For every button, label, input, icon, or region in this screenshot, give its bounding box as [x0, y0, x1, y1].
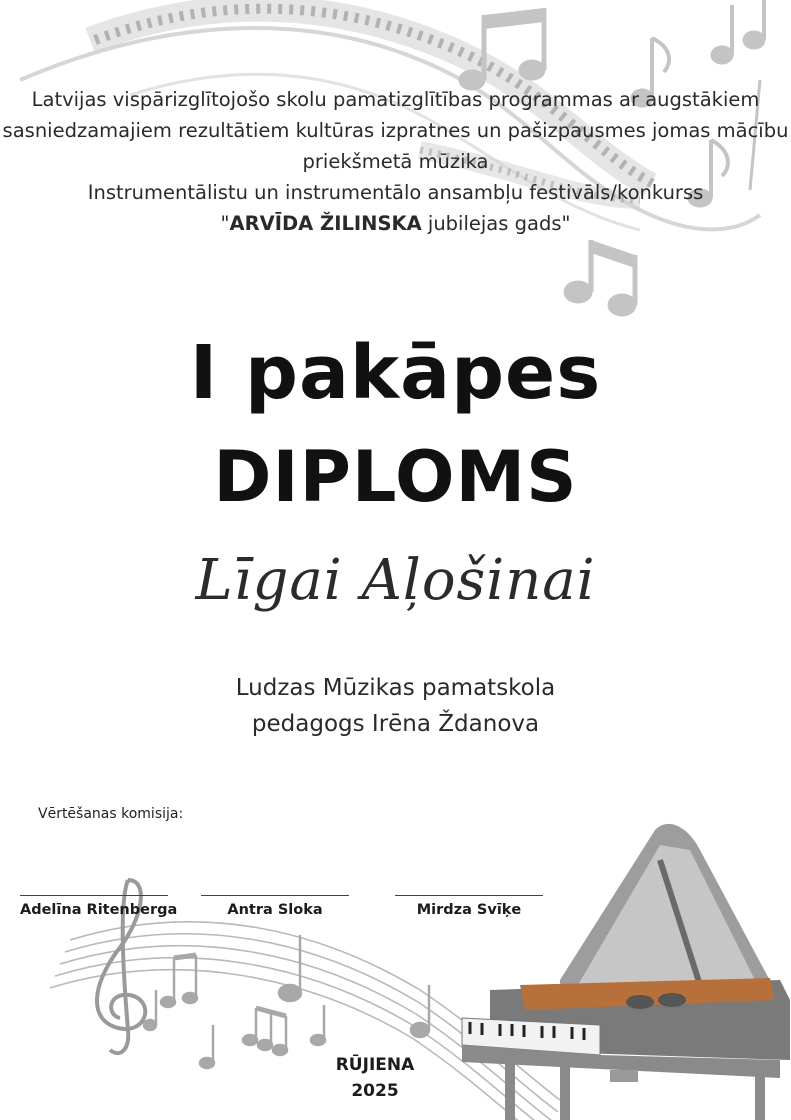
- composer-name: ARVĪDA ŽILINSKA: [229, 212, 422, 235]
- signature-2: [201, 895, 349, 918]
- music-notes-bottom: [144, 935, 429, 1068]
- signature-1: [20, 895, 178, 918]
- signature-line: [201, 895, 349, 896]
- header-line-5-suffix: jubilejas gads": [421, 212, 571, 235]
- place-date: [0, 1052, 750, 1104]
- year: 2025: [351, 1081, 399, 1101]
- place-name: RŪJIENA: [335, 1055, 415, 1075]
- diploma-title: DIPLOMS: [213, 436, 578, 518]
- teacher-name: pedagogs Irēna Ždanova: [251, 711, 540, 737]
- header-line-4: Instrumentālistu un instrumentālo ansambļu festivāls/konkurss: [87, 181, 704, 204]
- header-quote-open: ": [220, 212, 230, 235]
- header-line-3: priekšmetā mūzika: [302, 150, 489, 173]
- signature-3: [395, 895, 543, 918]
- recipient-name: Līgai Aļošinai: [195, 548, 596, 613]
- competition-header: [0, 84, 791, 239]
- signature-name: Mirdza Svīķe: [416, 902, 522, 918]
- signature-line: [395, 895, 543, 896]
- header-line-5: [0, 208, 791, 239]
- header-line-2: sasniedzamajiem rezultātiem kultūras izpratnes un pašizpausmes jomas mācību: [2, 119, 789, 142]
- signature-name: Antra Sloka: [227, 902, 323, 918]
- signature-line: [20, 895, 168, 896]
- signature-name: Adelīna Ritenberga: [20, 902, 178, 918]
- diploma-degree: I pakāpes: [189, 330, 602, 416]
- header-line-1: Latvijas vispārizglītojošo skolu pamatizglītības programmas ar augstākiem: [31, 88, 760, 111]
- committee-label: Vērtēšanas komisija:: [38, 806, 184, 822]
- school-name: Ludzas Mūzikas pamatskola: [235, 675, 556, 701]
- school-block: [0, 670, 791, 742]
